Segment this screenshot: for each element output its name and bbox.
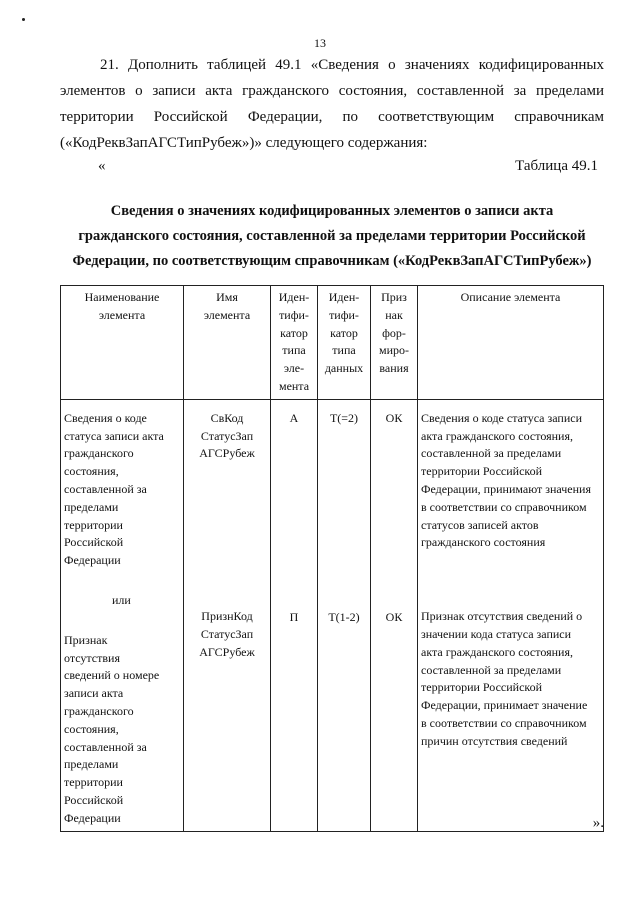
cell-element-type: А П — [271, 399, 318, 831]
cell-element-description-name: Сведения о коде статуса записи акта гражданского состояния, составленной за пределами территории Российской Федерации или Признак отсутствия сведений о номере записи акта гражданского состояния, составленной за пределами территории Российской Федерации — [61, 399, 184, 831]
cell-formation: ОК ОК — [371, 399, 418, 831]
intro-line: («КодРеквЗапАГСТипРубеж»)» следующего содержания: — [60, 135, 428, 151]
intro-paragraph — [60, 52, 604, 156]
intro-line: элементов о записи акта гражданского состояния, составленной за пределами — [60, 83, 604, 99]
cell-description: Сведения о коде статуса записи акта гражданского состояния, составленной за пределами территории Российской Федерации, принимают значения в соответствии со справочником статусов записей актов гражданского состояния Признак отсутствия сведений о значении кода статуса записи акта гражданского состояния, составленной за пределами территории Российской Федерации, принимает значение в соответствии со справочником причин отсутствия сведений — [418, 399, 604, 831]
cell-element-name: СвКод СтатусЗап АГСРубеж ПризнКод СтатусЗап АГСРубеж — [184, 399, 271, 831]
title-line: Сведения о значениях кодифицированных элементов о записи акта — [110, 203, 554, 219]
header-element-type: Иден- тифи- катор типа эле- мента — [271, 286, 318, 400]
intro-line: 21. Дополнить таблицей 49.1 «Сведения о значениях кодифицированных — [100, 57, 604, 73]
title-line: Федерации, по соответствующим справочникам («КодРеквЗапАГСТипРубеж») — [72, 253, 592, 269]
table-title — [60, 199, 604, 274]
table-row — [61, 399, 604, 831]
header-data-type: Иден- тифи- катор типа данных — [318, 286, 371, 400]
title-line: гражданского состояния, составленной за пределами территории Российской — [78, 228, 586, 244]
closing-quote: ». — [592, 815, 604, 831]
opening-quote: « — [98, 158, 106, 174]
header-description: Описание элемента — [418, 286, 604, 400]
intro-line: территории Российской Федерации, по соответствующим справочникам — [60, 109, 604, 125]
page-number: 13 — [314, 36, 326, 50]
codified-elements-table — [60, 285, 604, 832]
header-element-name: Имя элемента — [184, 286, 271, 400]
cell-data-type: Т(=2) Т(1-2) — [318, 399, 371, 831]
header-name: Наименование элемента — [61, 286, 184, 400]
table-header-row — [61, 286, 604, 400]
header-formation: Приз нак фор- миро- вания — [371, 286, 418, 400]
or-separator: или — [112, 592, 131, 607]
table-label: Таблица 49.1 — [515, 158, 598, 174]
scan-dot — [22, 18, 25, 21]
